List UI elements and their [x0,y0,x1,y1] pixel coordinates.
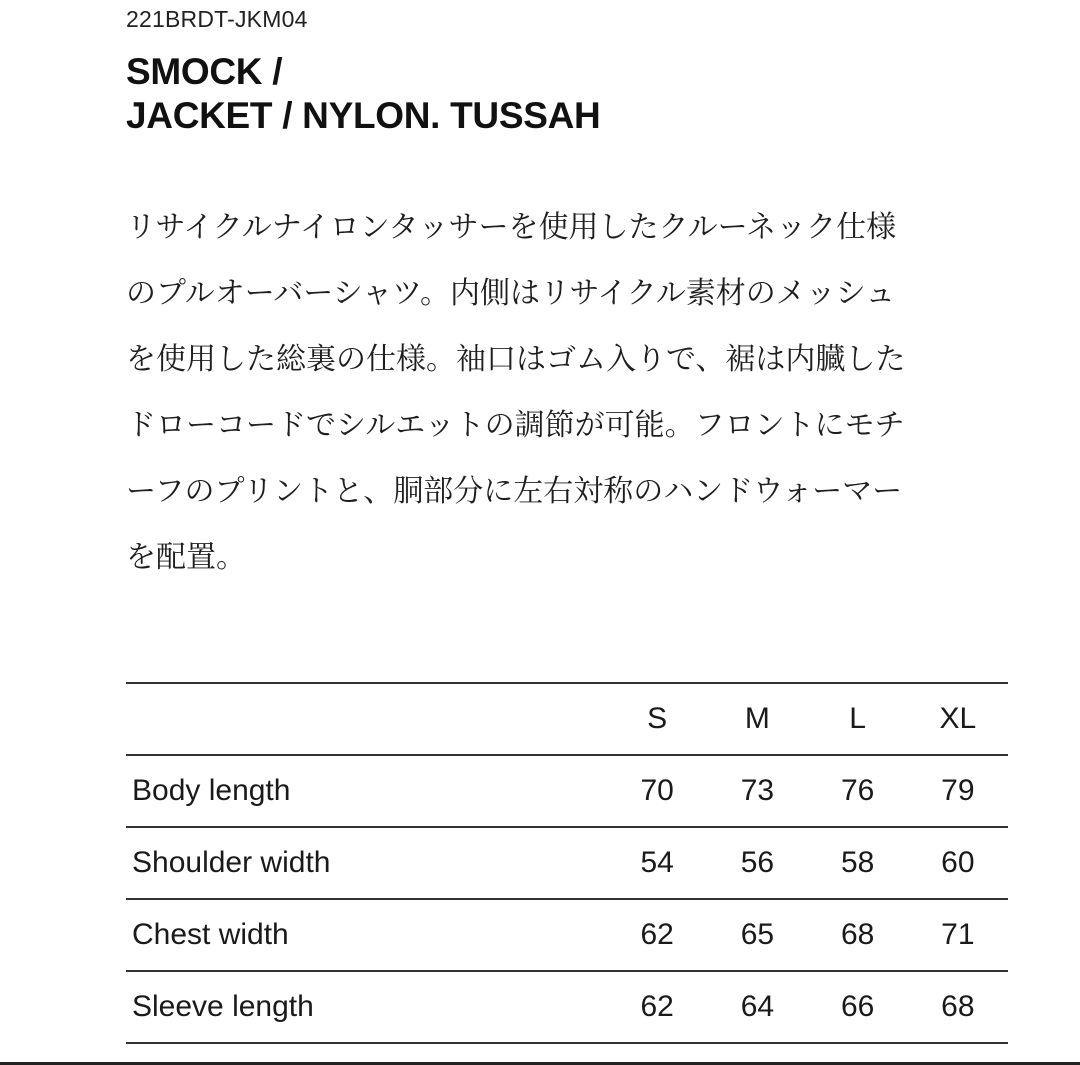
measurement-label: Chest width [126,899,607,971]
measurement-value: 70 [607,755,707,827]
measurement-label: Shoulder width [126,827,607,899]
measurement-value: 54 [607,827,707,899]
measurement-value: 58 [808,827,908,899]
measurement-value: 62 [607,899,707,971]
product-description [126,195,1026,591]
product-sku: 221BRDT-JKM04 [126,6,308,32]
measurement-label: Sleeve length [126,971,607,1043]
description-line: のプルオーバーシャツ。内側はリサイクル素材のメッシュ [126,276,896,311]
measurement-value: 66 [808,971,908,1043]
product-title [126,50,1026,138]
size-header-blank [126,683,607,755]
description-line: ドローコードでシルエットの調節が可能。フロントにモチ [126,408,905,443]
measurement-value: 60 [908,827,1008,899]
size-header-cell: S [607,683,707,755]
measurement-value: 62 [607,971,707,1043]
measurement-value: 65 [707,899,807,971]
description-line: リサイクルナイロンタッサーを使用したクルーネック仕様 [126,210,897,245]
size-header-row [126,683,1008,755]
table-row [126,827,1008,899]
product-title-line: SMOCK / [126,51,283,92]
measurement-value: 56 [707,827,807,899]
description-line: ーフのプリントと、胴部分に左右対称のハンドウォーマー [126,474,903,509]
description-line: を配置。 [126,540,246,575]
measurement-value: 79 [908,755,1008,827]
table-row [126,899,1008,971]
description-line: を使用した総裏の仕様。袖口はゴム入りで、裾は内臓した [126,342,906,377]
measurement-value: 68 [808,899,908,971]
product-title-line: JACKET / NYLON. TUSSAH [126,95,601,136]
measurement-label: Body length [126,755,607,827]
size-header-cell: L [808,683,908,755]
measurement-value: 68 [908,971,1008,1043]
measurement-value: 71 [908,899,1008,971]
table-row [126,755,1008,827]
size-header-cell: XL [908,683,1008,755]
measurement-value: 64 [707,971,807,1043]
measurement-value: 73 [707,755,807,827]
measurement-value: 76 [808,755,908,827]
size-header-cell: M [707,683,807,755]
table-row [126,971,1008,1043]
size-chart-table [126,682,1008,1044]
